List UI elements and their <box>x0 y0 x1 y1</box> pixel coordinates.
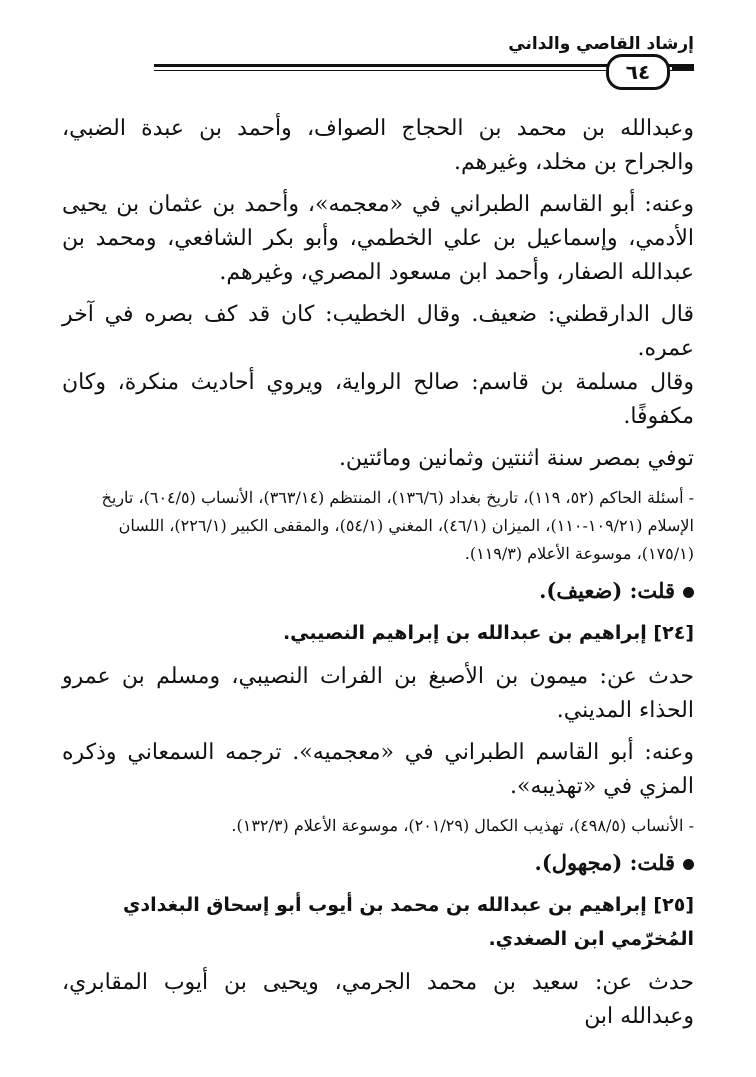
paragraph: وعنه: أبو القاسم الطبراني في «معجميه». ترجمه السمعاني وذكره المزي في «تهذيبه». <box>62 740 694 799</box>
paragraph: حدث عن: سعيد بن محمد الجرمي، ويحيى بن أيوب المقابري، وعبدالله ابن <box>62 970 694 1029</box>
bullet-icon <box>683 587 694 598</box>
entry-heading: [٢٥] إبراهيم بن عبدالله بن محمد بن أيوب أبو إسحاق البغدادي المُخرّمي ابن الصغدي. <box>122 894 694 950</box>
paragraph: وعبدالله بن محمد بن الحجاج الصواف، وأحمد بن عبدة الضبي، والجراح بن مخلد، وغيرهم. <box>62 116 694 175</box>
entry-heading: [٢٤] إبراهيم بن عبدالله بن إبراهيم النصيبي. <box>282 622 694 644</box>
header-rule-short <box>672 67 694 70</box>
verdict-text: قلت: (مجهول). <box>534 850 675 875</box>
page-number: ٦٤ <box>606 54 670 90</box>
verdict-text: قلت: (ضعيف). <box>539 578 675 603</box>
paragraph: توفي بمصر سنة اثنتين وثمانين ومائتين. <box>338 446 694 471</box>
paragraph: قال الدارقطني: ضعيف. وقال الخطيب: كان قد كف بصره في آخر عمره. <box>62 302 694 361</box>
footnote: - الأنساب (٤٩٨/٥)، تهذيب الكمال (٢٠١/٢٩)، موسوعة الأعلام (١٣٢/٣). <box>231 816 694 835</box>
verdict <box>62 574 694 608</box>
running-title: إرشاد القاصي والداني <box>508 34 694 54</box>
paragraph: حدث عن: ميمون بن الأصبغ بن الفرات النصيبي، ومسلم بن عمرو الحذاء المديني. <box>62 664 694 723</box>
footnote: - أسئلة الحاكم (٥٢، ١١٩)، تاريخ بغداد (١٣٦/٦)، المنتظم (٣٦٣/١٤)، الأنساب (٦٠٤/٥)، تاريخ الإسلام (١٠٩/٢١-١١٠)، الميزان (٤٦/١)، المغني (٥٤/١)، والمقفى الكبير (٢٢٦/١)، اللسان (١٧٥/١)، موسوعة الأعلام (١١٩/٣). <box>101 488 694 563</box>
page-body <box>62 112 694 1042</box>
page-header <box>58 34 694 90</box>
verdict <box>62 846 694 880</box>
paragraph: وقال مسلمة بن قاسم: صالح الرواية، ويروي أحاديث منكرة، وكان مكفوفًا. <box>62 370 694 429</box>
bullet-icon <box>683 859 694 870</box>
paragraph: وعنه: أبو القاسم الطبراني في «معجمه»، وأحمد بن عثمان بن يحيى الأدمي، وإسماعيل بن علي الخطمي، وأبو بكر الشافعي، ومحمد بن عبدالله الصفار، وأحمد ابن مسعود المصري، وغيرهم. <box>62 192 694 285</box>
